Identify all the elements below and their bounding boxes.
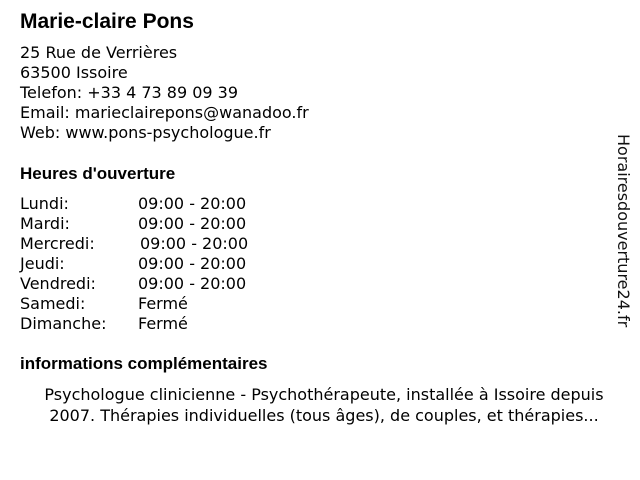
- hours-time: 09:00 - 20:00: [138, 274, 247, 293]
- hours-time: Fermé: [138, 294, 188, 313]
- hours-time: 09:00 - 20:00: [140, 234, 249, 253]
- hours-time: 09:00 - 20:00: [138, 254, 247, 273]
- hours-day: Dimanche:: [20, 314, 107, 333]
- hours-day: Mardi:: [20, 214, 70, 233]
- hours-time: 09:00 - 20:00: [138, 194, 247, 213]
- opening-hours-heading: Heures d'ouverture: [20, 164, 176, 183]
- address-city: 63500 Issoire: [20, 63, 128, 82]
- additional-info-heading: informations complémentaires: [20, 354, 268, 373]
- hours-time: Fermé: [138, 314, 188, 333]
- business-name: Marie-claire Pons: [20, 10, 194, 33]
- description-line: 2007. Thérapies individuelles (tous âges), de couples, et thérapies...: [49, 406, 599, 425]
- hours-day: Mercredi:: [20, 234, 95, 253]
- hours-day: Jeudi:: [20, 254, 65, 273]
- hours-day: Lundi:: [20, 194, 69, 213]
- contact-block: [20, 43, 309, 143]
- description-line: Psychologue clinicienne - Psychothérapeute, installée à Issoire depuis: [44, 385, 604, 404]
- business-description: [18, 384, 630, 426]
- hours-day: Vendredi:: [20, 274, 96, 293]
- hours-day: Samedi:: [20, 294, 86, 313]
- email-address[interactable]: Email: marieclairepons@wanadoo.fr: [20, 103, 309, 122]
- hours-time: 09:00 - 20:00: [138, 214, 247, 233]
- site-watermark: Horairesdouverture24.fr: [614, 134, 633, 328]
- address-street: 25 Rue de Verrières: [20, 43, 178, 62]
- phone-number[interactable]: Telefon: +33 4 73 89 09 39: [20, 83, 239, 102]
- website-link[interactable]: Web: www.pons-psychologue.fr: [20, 123, 271, 142]
